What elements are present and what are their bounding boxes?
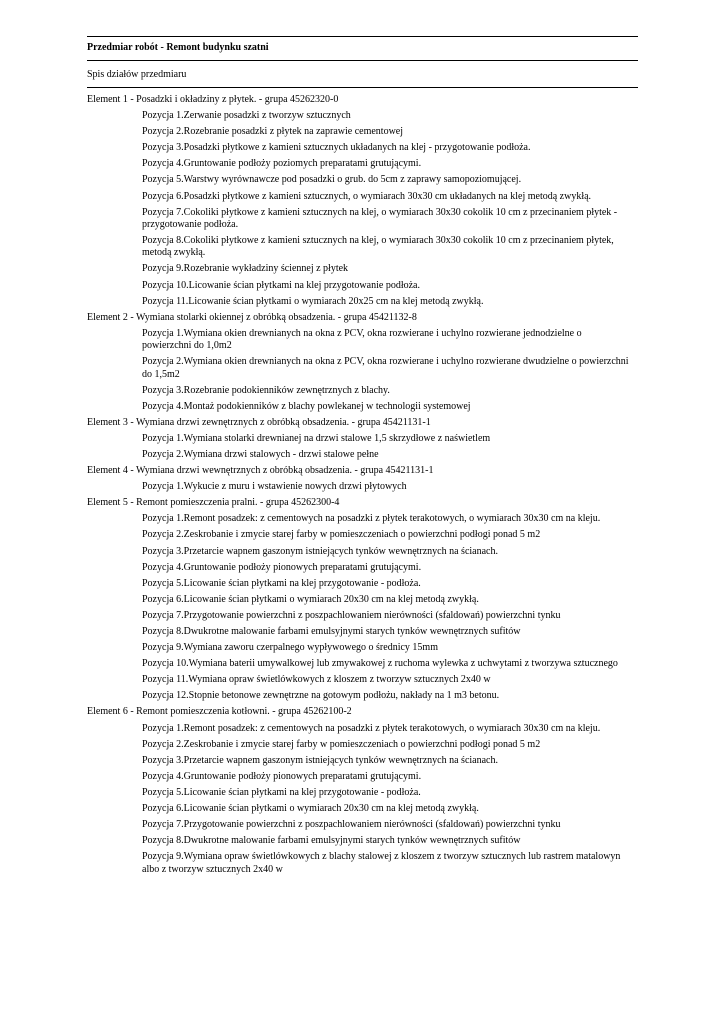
element-heading: Element 1 - Posadzki i okładziny z płytek. - grupa 45262320-0 (87, 94, 339, 105)
position-item: Pozycja 11.Wymiana opraw świetlówkowych z kloszem z tworzyw sztucznych 2x40 w (142, 674, 491, 686)
position-item: Pozycja 7.Przygotowanie powierzchni z poszpachlowaniem nierówności (sfaldowań) powierzchni tynku (142, 609, 561, 621)
position-item: Pozycja 1.Wymiana stolarki drewnianej na drzwi stalowe 1,5 skrzydłowe z naświetlem (142, 432, 491, 444)
position-item: Pozycja 3.Rozebranie podokienników zewnętrznych z blachy. (142, 384, 390, 396)
position-item: Pozycja 2.Rozebranie posadzki z płytek na zaprawie cementowej (142, 126, 404, 138)
position-item: Pozycja 2.Wymiana drzwi stalowych - drzwi stalowe pełne (142, 448, 379, 460)
element-heading: Element 2 - Wymiana stolarki okiennej z obróbką obsadzenia. - grupa 45421132-8 (87, 311, 417, 323)
element-heading: Element 4 - Wymiana drzwi wewnętrznych z obróbką obsadzenia. - grupa 45421131-1 (87, 465, 434, 477)
position-item: Pozycja 8.Dwukrotne malowanie farbami emulsyjnymi starych tynków wewnętrznych sufitów (142, 835, 521, 847)
position-item: Pozycja 9.Wymiana zaworu czerpalnego wypływowego o średnicy 15mm (142, 642, 438, 654)
position-item: Pozycja 2.Zeskrobanie i zmycie starej farby w pomieszczeniach o powierzchni podłogi ponad 5 m2 (142, 529, 541, 541)
position-item: Pozycja 4.Montaż podokienników z blachy powlekanej w technologii systemowej (142, 400, 471, 412)
element-heading: Element 5 - Remont pomieszczenia pralni. - grupa 45262300-4 (87, 497, 340, 509)
position-item: Pozycja 1.Remont posadzek: z cementowych na posadzki z płytek terakotowych, o wymiarach 30x30 cm na kleju. (142, 722, 601, 734)
position-item: Pozycja 4.Gruntowanie podłoży poziomych preparatami grutującymi. (142, 158, 422, 170)
element-list (87, 88, 638, 876)
element-heading: Element 6 - Remont pomieszczenia kotłowni. - grupa 45262100-2 (87, 706, 352, 718)
position-item: Pozycja 2.Wymiana okien drewnianych na okna z PCV, okna rozwierane i uchylno rozwierane dwudzielne o powierzchni do 1,5m2 (142, 356, 629, 380)
document-title: Przedmiar robót - Remont budynku szatni (87, 42, 269, 53)
position-item: Pozycja 4.Gruntowanie podłoży pionowych preparatami grutującymi. (142, 770, 422, 782)
position-item: Pozycja 7.Przygotowanie powierzchni z poszpachlowaniem nierówności (sfaldowań) powierzchni tynku (142, 819, 561, 831)
position-item: Pozycja 8.Dwukrotne malowanie farbami emulsyjnymi starych tynków wewnętrznych sufitów (142, 626, 521, 637)
position-item: Pozycja 4.Gruntowanie podłoży pionowych preparatami grutującymi. (142, 561, 422, 573)
document-subtitle: Spis działów przedmiaru (87, 69, 187, 80)
position-item: Pozycja 9.Rozebranie wykładziny ściennej z płytek (142, 263, 349, 275)
position-item: Pozycja 6.Licowanie ścian płytkami o wymiarach 20x30 cm na klej metodą zwykłą. (142, 803, 479, 815)
position-item: Pozycja 3.Przetarcie wapnem gaszonym istniejących tynków wewnętrznych na ścianach. (142, 754, 498, 766)
position-item: Pozycja 8.Cokoliki płytkowe z kamieni sztucznych na klej, o wymiarach 30x30 cokolik 10 cm z przecinaniem płytek, metodą zwykłą. (142, 235, 614, 259)
position-item: Pozycja 11.Licowanie ścian płytkami o wymiarach 20x25 cm na klej metodą zwykłą. (142, 295, 484, 307)
position-item: Pozycja 1.Wymiana okien drewnianych na okna z PCV, okna rozwierane i uchylno rozwierane jednodzielne o powierzchni do 1,0m2 (142, 327, 582, 352)
position-item: Pozycja 5.Warstwy wyrównawcze pod posadzki o grub. do 5cm z zaprawy samopoziomującej. (142, 174, 522, 186)
position-item: Pozycja 3.Przetarcie wapnem gaszonym istniejących tynków wewnętrznych na ścianach. (142, 545, 498, 557)
position-item: Pozycja 7.Cokoliki płytkowe z kamieni sztucznych na klej, o wymiarach 30x30 cokolik 10 cm z przecinaniem płytek - przygotowanie podłoża. (142, 206, 618, 230)
position-item: Pozycja 6.Licowanie ścian płytkami o wymiarach 20x30 cm na klej metodą zwykłą. (142, 593, 479, 605)
element-heading: Element 3 - Wymiana drzwi zewnętrznych z obróbką obsadzenia. - grupa 45421131-1 (87, 416, 431, 428)
position-item: Pozycja 10.Wymiana baterii umywalkowej lub zmywakowej z ruchoma wylewka z uchwytami z tworzywa sztucznego (142, 658, 618, 670)
position-item: Pozycja 5.Licowanie ścian płytkami na klej przygotowanie - podłoża. (142, 577, 421, 589)
position-item: Pozycja 3.Posadzki płytkowe z kamieni sztucznych układanych na klej - przygotowanie podłoża. (142, 142, 531, 154)
position-item: Pozycja 1.Remont posadzek: z cementowych na posadzki z płytek terakotowych, o wymiarach 30x30 cm na kleju. (142, 513, 601, 525)
position-item: Pozycja 10.Licowanie ścian płytkami na klej przygotowanie podłoża. (142, 279, 420, 291)
position-item: Pozycja 9.Wymiana opraw świetlówkowych z blachy stalowej z kloszem z tworzyw sztucznych lub rastrem matalowyn albo z tworzyw sztucznych 2x40 w (142, 851, 621, 875)
position-item: Pozycja 5.Licowanie ścian płytkami na klej przygotowanie - podłoża. (142, 786, 421, 798)
position-item: Pozycja 1.Zerwanie posadzki z tworzyw sztucznych (142, 110, 351, 122)
position-item: Pozycja 1.Wykucie z muru i wstawienie nowych drzwi płytowych (142, 481, 407, 493)
position-item: Pozycja 6.Posadzki płytkowe z kamieni sztucznych, o wymiarach 30x30 cm układanych na klej metodą zwykłą. (142, 190, 592, 202)
document-page (87, 36, 638, 880)
position-item: Pozycja 12.Stopnie betonowe zewnętrzne na gotowym podłożu, nakłady na 1 m3 betonu. (142, 690, 500, 702)
position-item: Pozycja 2.Zeskrobanie i zmycie starej farby w pomieszczeniach o powierzchni podłogi ponad 5 m2 (142, 738, 541, 750)
